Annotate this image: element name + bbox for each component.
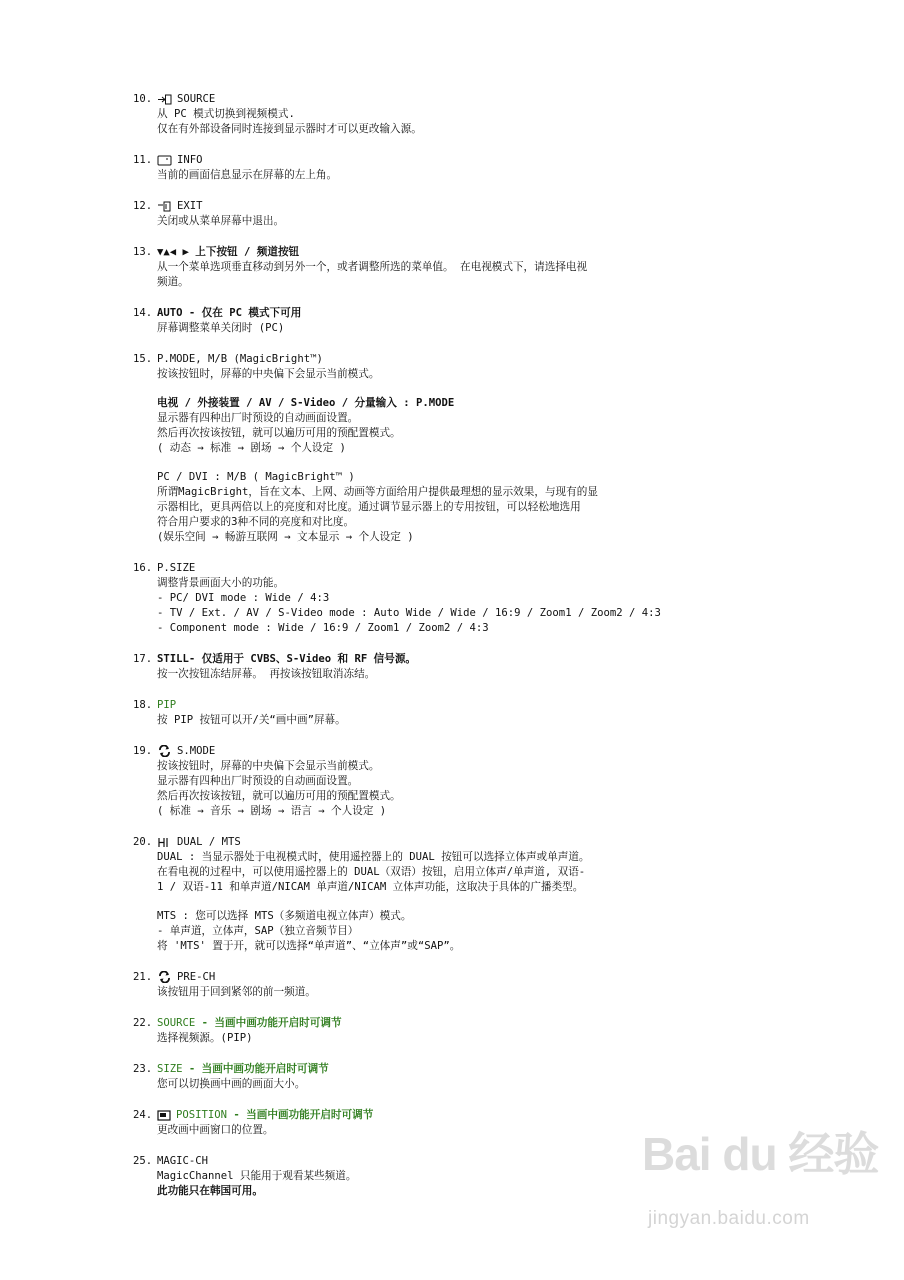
item-text: 1 / 双语-11 和单声道/NICAM 单声道/NICAM 立体声功能，这取决于具体的广播类型。 — [157, 881, 584, 893]
baidu-watermark — [642, 1128, 892, 1267]
item-exit — [133, 199, 693, 229]
item-text: 然后再次按该按钮，就可以遍历可用的预配置模式。 — [157, 427, 401, 439]
item-text: 将 'MTS' 置于开，就可以选择“单声道”、“立体声”或“SAP”。 — [157, 940, 461, 952]
item-heading: INFO — [177, 154, 203, 166]
item-number: 13. — [133, 246, 153, 258]
position-icon — [157, 1110, 171, 1121]
item-text: - PC/ DVI mode : Wide / 4:3 — [157, 592, 330, 604]
item-heading: POSITION — [176, 1109, 228, 1121]
item-text: 更改画中画窗口的位置。 — [157, 1124, 274, 1136]
item-auto — [133, 306, 693, 336]
item-heading: SIZE — [157, 1063, 183, 1075]
sound-mode-icon — [157, 745, 172, 757]
item-text: 显示器有四种出厂时预设的自动画面设置。 — [157, 775, 359, 787]
item-text: 按该按钮时，屏幕的中央偏下会显示当前模式。 — [157, 368, 380, 380]
item-text: 在看电视的过程中，可以使用遥控器上的 DUAL（双语）按钮，启用立体声/单声道, 双语- — [157, 866, 586, 878]
item-heading: SOURCE — [177, 93, 216, 105]
item-number: 12. — [133, 200, 153, 212]
item-text: DUAL : 当显示器处于电视模式时，使用遥控器上的 DUAL 按钮可以选择立体声或单声道。 — [157, 851, 590, 863]
item-heading: P.MODE, M/B (MagicBright™) — [157, 353, 323, 365]
item-text: 当前的画面信息显示在屏幕的左上角。 — [157, 169, 338, 181]
item-number: 22. — [133, 1017, 153, 1029]
item-text: MagicChannel 只能用于观看某些频道。 — [157, 1170, 357, 1182]
item-text: 屏幕调整菜单关闭时 (PC) — [157, 322, 285, 334]
info-icon — [157, 155, 172, 166]
item-text: 从 PC 模式切换到视频模式. — [157, 108, 295, 120]
subsection-heading: PC / DVI : M/B ( MagicBright™ ) — [157, 471, 355, 483]
item-heading: SOURCE — [157, 1017, 196, 1029]
item-text: 关闭或从菜单屏幕中退出。 — [157, 215, 285, 227]
item-text: - 单声道，立体声，SAP（独立音频节目） — [157, 925, 359, 937]
item-text: - TV / Ext. / AV / S-Video mode : Auto Wide / Wide / 16:9 / Zoom1 / Zoom2 / 4:3 — [157, 607, 661, 619]
item-number: 23. — [133, 1063, 153, 1075]
item-number: 25. — [133, 1155, 153, 1167]
item-heading: STILL- 仅适用于 CVBS、S-Video 和 RF 信号源。 — [157, 653, 417, 665]
item-pip-source — [133, 1016, 693, 1046]
item-heading: DUAL / MTS — [177, 836, 241, 848]
item-text: 示器相比，更具两倍以上的亮度和对比度。通过调节显示器上的专用按钮，可以轻松地选用 — [157, 501, 581, 513]
watermark-logo: Bai du 经验 — [642, 1128, 879, 1180]
item-number: 20. — [133, 836, 153, 848]
item-prech — [133, 970, 693, 1000]
dual-icon — [157, 837, 172, 848]
item-dual-mts — [133, 835, 693, 954]
item-magic-ch — [133, 1154, 693, 1199]
item-text: ( 标准 → 音乐 → 剧场 → 语言 → 个人设定 ) — [157, 805, 387, 817]
item-number: 21. — [133, 971, 153, 983]
item-arrow-buttons — [133, 245, 693, 290]
item-heading: ▼▲◀ ▶ 上下按钮 / 频道按钮 — [157, 246, 300, 258]
item-heading: MAGIC-CH — [157, 1155, 209, 1167]
item-number: 19. — [133, 745, 153, 757]
item-text: 仅在有外部设备同时连接到显示器时才可以更改输入源。 — [157, 123, 422, 135]
item-number: 24. — [133, 1109, 153, 1121]
item-text: 显示器有四种出厂时预设的自动画面设置。 — [157, 412, 359, 424]
item-text: 频道。 — [157, 276, 189, 288]
item-text: 按一次按钮冻结屏幕。 再按该按钮取消冻结。 — [157, 668, 376, 680]
item-text: 按该按钮时，屏幕的中央偏下会显示当前模式。 — [157, 760, 380, 772]
source-icon — [157, 94, 172, 105]
item-number: 11. — [133, 154, 153, 166]
item-heading-note: - 当画中画功能开启时可调节 — [227, 1109, 374, 1121]
item-psize — [133, 561, 693, 636]
item-text: (娱乐空间 → 畅游互联网 → 文本显示 → 个人设定 ) — [157, 531, 414, 543]
item-pmode — [133, 352, 693, 545]
subsection-heading: 电视 / 外接装置 / AV / S-Video / 分量输入 : P.MODE — [157, 397, 455, 409]
item-number: 15. — [133, 353, 153, 365]
item-heading: PRE-CH — [177, 971, 216, 983]
exit-icon — [157, 201, 172, 212]
item-pip-position — [133, 1108, 693, 1138]
item-heading: PIP — [157, 699, 177, 711]
item-note: 此功能只在韩国可用。 — [157, 1185, 263, 1197]
item-text: 该按钮用于回到紧邻的前一频道。 — [157, 986, 316, 998]
item-text: 选择视频源。(PIP) — [157, 1032, 253, 1044]
watermark-url: jingyan.baidu.com — [648, 1208, 810, 1229]
item-still — [133, 652, 693, 682]
item-pip — [133, 698, 693, 728]
manual-page — [133, 92, 693, 1215]
item-text: ( 动态 → 标准 → 剧场 → 个人设定 ) — [157, 442, 346, 454]
item-heading: AUTO - 仅在 PC 模式下可用 — [157, 307, 302, 319]
item-smode — [133, 744, 693, 819]
item-text: 所谓MagicBright，旨在文本、上网、动画等方面给用户提供最理想的显示效果，与现有的显 — [157, 486, 598, 498]
item-text: 然后再次按该按钮，就可以遍历可用的预配置模式。 — [157, 790, 401, 802]
item-source — [133, 92, 693, 137]
item-heading: EXIT — [177, 200, 203, 212]
item-text: 符合用户要求的3种不同的亮度和对比度。 — [157, 516, 355, 528]
item-text: 您可以切换画中画的画面大小。 — [157, 1078, 306, 1090]
item-heading-note: - 当画中画功能开启时可调节 — [195, 1017, 342, 1029]
item-number: 16. — [133, 562, 153, 574]
prech-icon — [157, 971, 172, 983]
item-heading: S.MODE — [177, 745, 216, 757]
item-text: MTS : 您可以选择 MTS（多频道电视立体声）模式。 — [157, 910, 412, 922]
item-number: 18. — [133, 699, 153, 711]
item-heading-note: - 当画中画功能开启时可调节 — [182, 1063, 329, 1075]
item-info — [133, 153, 693, 183]
item-number: 14. — [133, 307, 153, 319]
item-heading: P.SIZE — [157, 562, 196, 574]
item-number: 17. — [133, 653, 153, 665]
item-text: 调整背景画面大小的功能。 — [157, 577, 285, 589]
item-pip-size — [133, 1062, 693, 1092]
item-text: - Component mode : Wide / 16:9 / Zoom1 / Zoom2 / 4:3 — [157, 622, 489, 634]
item-text: 按 PIP 按钮可以开/关“画中画”屏幕。 — [157, 714, 346, 726]
item-text: 从一个菜单选项垂直移动到另外一个，或者调整所选的菜单值。 在电视模式下，请选择电视 — [157, 261, 588, 273]
item-number: 10. — [133, 93, 153, 105]
